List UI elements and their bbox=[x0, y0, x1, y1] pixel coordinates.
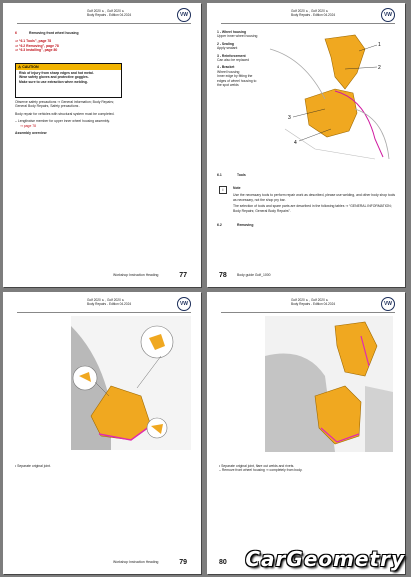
page-number: 79 bbox=[179, 559, 187, 566]
vw-logo-icon: VW bbox=[381, 8, 395, 22]
caution-box bbox=[15, 63, 122, 98]
page-footer: Body guide Golf_1000 bbox=[237, 273, 271, 277]
legend-item-heading: 3 - Reinforcement bbox=[217, 53, 246, 58]
callout-label: 2 bbox=[378, 65, 381, 71]
vw-logo-icon: VW bbox=[381, 297, 395, 311]
caution-line: Make sure to use extraction when welding. bbox=[19, 79, 88, 84]
list-item: – Lengthwise member for upper inner wheel housing assembly. bbox=[15, 119, 110, 124]
note-paragraph: Use the necessary tools to perform repair work as described, please use welding, and other body shop tools as necessary, not the shop pry bar. bbox=[233, 193, 396, 202]
section-number: 6 bbox=[15, 31, 17, 35]
vw-logo-icon: VW bbox=[177, 297, 191, 311]
page-78 bbox=[207, 3, 405, 287]
legend-item-text: Upper inner wheel housing bbox=[217, 34, 258, 39]
legend-item-text: Apply sealant bbox=[217, 46, 238, 51]
header-divider bbox=[221, 312, 395, 313]
wheel-housing-diagram bbox=[265, 29, 393, 167]
page-header: Golf 2020 ➤ , Golf 2020 ➤ Body Repairs - Edition 04.2024 bbox=[87, 9, 132, 18]
toc-link-removing[interactable]: ⇒ “6.2 Removing”, page 78 bbox=[15, 43, 59, 48]
header-divider bbox=[17, 23, 191, 24]
page-number: 80 bbox=[219, 559, 227, 566]
list-item: – Remove front wheel housing ⇒ completely from body. bbox=[219, 468, 303, 473]
note-icon: i bbox=[219, 186, 227, 194]
note-label: Note bbox=[233, 186, 241, 190]
page-header: Golf 2020 ➤ , Golf 2020 ➤ Body Repairs - Edition 04.2024 bbox=[291, 9, 336, 18]
watermark-logo: CarGeometry bbox=[245, 547, 405, 571]
page-77 bbox=[3, 3, 201, 287]
separate-joint-photo bbox=[71, 316, 191, 450]
vw-logo-icon: VW bbox=[177, 8, 191, 22]
legend-item-heading: 2 - Sealing bbox=[217, 41, 234, 46]
header-divider bbox=[221, 23, 395, 24]
caution-heading: ⚠ CAUTION bbox=[16, 64, 121, 70]
toc-link-tools[interactable]: ⇒ “6.1 Tools”, page 78 bbox=[15, 39, 52, 44]
callout-label: 4 bbox=[294, 140, 297, 146]
page-reference-link[interactable]: ⇒ page 78 bbox=[20, 123, 37, 128]
legend-item-text: Inner edge by fitting the edges of wheel housing to the spot welds bbox=[217, 74, 257, 88]
callout-label: 3 bbox=[288, 115, 291, 121]
subsection-number: 6.2 bbox=[217, 223, 222, 227]
safety-paragraph: Observe safety precautions ⇒ General information; Body Repairs; General Body Repairs, Safety precautions . bbox=[15, 100, 114, 109]
header-divider bbox=[17, 312, 191, 313]
legend-item-text: Can also be replaced bbox=[217, 58, 250, 63]
wheel-housing-removal-photo bbox=[265, 316, 393, 452]
list-item: • Separate original joint. bbox=[15, 464, 51, 468]
legend-item-text: Wheel housing bbox=[217, 69, 240, 74]
page-header: Golf 2020 ➤ , Golf 2020 ➤ Body Repairs - Edition 04.2024 bbox=[291, 298, 336, 307]
list-item: • Separate original joint, flare out welds and rivets. bbox=[219, 464, 295, 468]
page-number: 77 bbox=[179, 272, 187, 279]
page-79 bbox=[3, 292, 201, 574]
info-paragraph: Body repair for vehicles with structural system must be completed. bbox=[15, 111, 115, 116]
legend-item-heading: 4 - Bracket bbox=[217, 65, 235, 70]
toc-link-installing[interactable]: ⇒ “6.3 Installing”, page 80 bbox=[15, 48, 58, 53]
page-footer: Workshop Instruction Heading bbox=[113, 273, 159, 277]
page-80 bbox=[207, 292, 405, 574]
legend-item-heading: 1 - Wheel housing bbox=[217, 30, 247, 34]
page-number: 78 bbox=[219, 272, 227, 279]
section-title: Removing front wheel housing bbox=[29, 31, 79, 35]
assembly-overview-label: Assembly overview bbox=[15, 131, 47, 136]
subsection-title: Tools bbox=[237, 173, 246, 177]
page-footer: Workshop Instruction Heading bbox=[113, 560, 159, 564]
page-header: Golf 2020 ➤ , Golf 2020 ➤ Body Repairs - Edition 04.2024 bbox=[87, 298, 132, 307]
subsection-number: 6.1 bbox=[217, 173, 222, 177]
callout-label: 1 bbox=[378, 42, 381, 48]
caution-line: Risk of injury from sharp edges and hot metal. bbox=[19, 71, 94, 75]
subsection-title: Removing bbox=[237, 223, 254, 227]
note-paragraph: The selection of tools and spare parts are described in the following tables ⇒ “GENERAL INFORMATION; Body Repairs; General Body Repairs”. bbox=[233, 204, 392, 213]
caution-line: Wear safety gloves and protective goggles. bbox=[19, 75, 89, 80]
